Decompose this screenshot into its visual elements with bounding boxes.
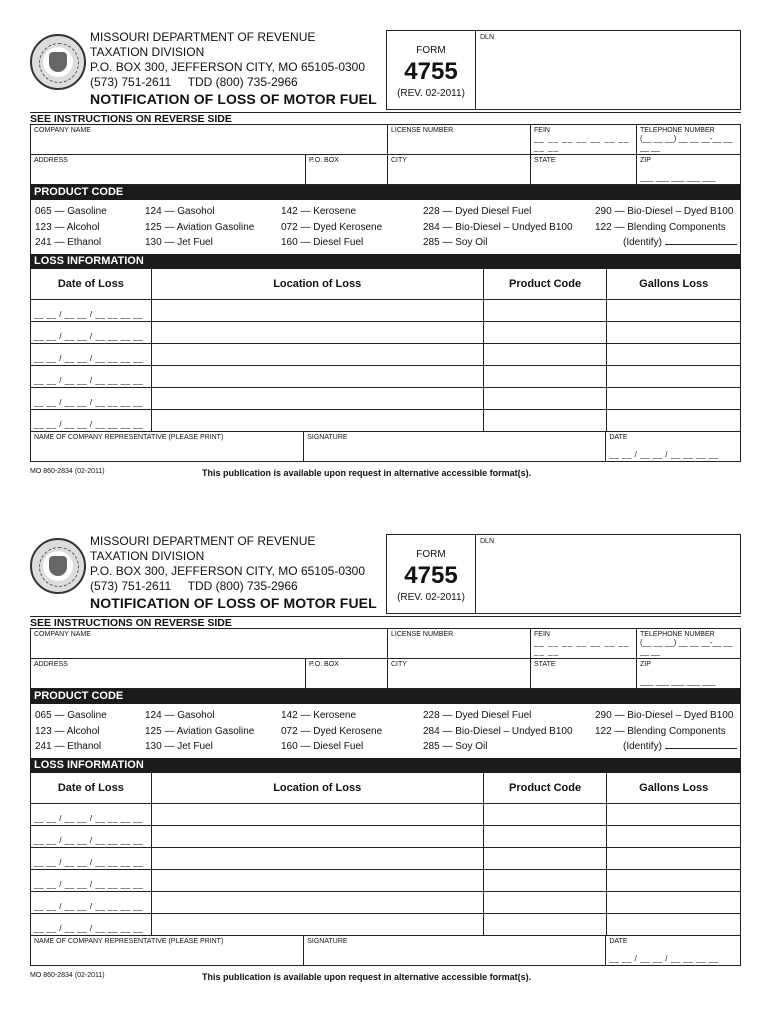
state-field[interactable] bbox=[530, 659, 636, 688]
table-row bbox=[31, 299, 740, 321]
form-number: 4755 bbox=[404, 562, 458, 589]
product-code-cell[interactable] bbox=[483, 300, 607, 321]
dln-label: DLN bbox=[480, 34, 495, 41]
product-code-list bbox=[30, 704, 741, 758]
form-label: FORM bbox=[416, 549, 446, 560]
form-revision: (REV. 02-2011) bbox=[397, 88, 465, 99]
product-code-cell[interactable] bbox=[483, 322, 607, 343]
product-code-item: 228 — Dyed Diesel Fuel bbox=[423, 710, 532, 721]
form-copy-top bbox=[30, 30, 741, 482]
location-cell[interactable] bbox=[151, 344, 483, 365]
date-cell[interactable] bbox=[31, 322, 151, 343]
gallons-cell[interactable] bbox=[606, 826, 740, 847]
date-blanks: __ __ / __ __ / __ __ __ __ bbox=[34, 353, 144, 363]
fein-field[interactable] bbox=[530, 629, 636, 658]
form-title: NOTIFICATION OF LOSS OF MOTOR FUEL bbox=[90, 91, 377, 107]
form-revision: (REV. 02-2011) bbox=[397, 592, 465, 603]
company-name-label: COMPANY NAME bbox=[34, 127, 91, 134]
date-blanks: __ __ / __ __ / __ __ __ __ bbox=[34, 309, 144, 319]
gallons-cell[interactable] bbox=[606, 804, 740, 825]
date-blanks: __ __ / __ __ / __ __ __ __ bbox=[34, 879, 144, 889]
zip-field[interactable] bbox=[636, 659, 740, 688]
phone-blanks: (__ __ __) __ __ __-__ __ __ __ bbox=[640, 638, 733, 656]
state-field[interactable] bbox=[530, 155, 636, 184]
signature-row bbox=[31, 935, 740, 965]
sign-date-label: DATE bbox=[609, 433, 628, 441]
product-code-cell[interactable] bbox=[483, 804, 607, 825]
company-name-label: COMPANY NAME bbox=[34, 631, 91, 638]
location-cell[interactable] bbox=[151, 804, 483, 825]
date-cell[interactable] bbox=[31, 870, 151, 891]
product-code-cell[interactable] bbox=[483, 344, 607, 365]
fein-label: FEIN bbox=[534, 127, 550, 134]
table-row bbox=[31, 847, 740, 869]
location-cell[interactable] bbox=[151, 892, 483, 913]
product-code-list bbox=[30, 200, 741, 254]
form-copy-bottom bbox=[30, 534, 741, 986]
state-seal-icon bbox=[30, 34, 86, 90]
product-code-item: 123 — Alcohol bbox=[35, 221, 100, 233]
product-code-cell[interactable] bbox=[483, 388, 607, 409]
agency-name: MISSOURI DEPARTMENT OF REVENUE bbox=[90, 534, 316, 548]
product-code-item: 125 — Aviation Gasoline bbox=[145, 221, 255, 233]
city-field[interactable] bbox=[387, 659, 530, 688]
fein-field[interactable] bbox=[530, 125, 636, 154]
po-box-label: P.O. BOX bbox=[309, 157, 339, 164]
date-blanks: __ __ / __ __ / __ __ __ __ bbox=[34, 923, 144, 933]
telephone-field[interactable] bbox=[636, 125, 740, 154]
fein-blanks: __ __ __ __ __ __ __ __ __ bbox=[534, 638, 630, 656]
city-field[interactable] bbox=[387, 155, 530, 184]
date-blanks: __ __ / __ __ / __ __ __ __ bbox=[34, 331, 144, 341]
product-code-item: 065 — Gasoline bbox=[35, 710, 107, 721]
product-code-item: 065 — Gasoline bbox=[35, 206, 107, 217]
product-code-cell[interactable] bbox=[483, 892, 607, 913]
gallons-cell[interactable] bbox=[606, 410, 740, 431]
sign-date-field[interactable] bbox=[605, 432, 740, 461]
date-blanks: __ __ / __ __ / __ __ __ __ bbox=[34, 419, 144, 429]
fein-label: FEIN bbox=[534, 631, 550, 638]
location-cell[interactable] bbox=[151, 366, 483, 387]
col-product-code: Product Code bbox=[483, 269, 607, 299]
sign-date-blanks: __ __ / __ __ / __ __ __ __ bbox=[609, 449, 719, 459]
form-footer bbox=[30, 466, 741, 482]
gallons-cell[interactable] bbox=[606, 892, 740, 913]
col-date-of-loss: Date of Loss bbox=[57, 781, 124, 794]
product-code-item: 130 — Jet Fuel bbox=[145, 237, 213, 248]
date-cell[interactable] bbox=[31, 300, 151, 321]
date-cell[interactable] bbox=[31, 892, 151, 913]
company-info-grid bbox=[30, 124, 741, 185]
form-code: MO 860-2834 (02-2011) bbox=[30, 971, 105, 979]
product-code-item: 142 — Kerosene bbox=[281, 206, 357, 217]
product-code-item: 284 — Bio-Diesel – Undyed B100 bbox=[423, 725, 573, 737]
product-code-item: 285 — Soy Oil bbox=[423, 237, 488, 248]
phone-blanks: (__ __ __) __ __ __-__ __ __ __ bbox=[640, 134, 733, 152]
dln-field[interactable] bbox=[476, 30, 741, 110]
gallons-cell[interactable] bbox=[606, 848, 740, 869]
po-box-field[interactable] bbox=[305, 659, 387, 688]
sign-date-field[interactable] bbox=[605, 936, 740, 965]
gallons-cell[interactable] bbox=[606, 344, 740, 365]
product-code-item: 130 — Jet Fuel bbox=[145, 741, 213, 752]
date-blanks: __ __ / __ __ / __ __ __ __ bbox=[34, 901, 144, 911]
loss-info-heading: LOSS INFORMATION bbox=[30, 254, 741, 269]
product-code-item: 290 — Bio-Diesel – Dyed B100 bbox=[595, 206, 734, 217]
product-code-cell[interactable] bbox=[483, 366, 607, 387]
agency-block bbox=[90, 30, 377, 107]
location-cell[interactable] bbox=[151, 826, 483, 847]
license-number-label: LICENSE NUMBER bbox=[391, 631, 454, 638]
agency-address: P.O. BOX 300, JEFFERSON CITY, MO 65105-0300 bbox=[90, 60, 366, 74]
loss-table bbox=[30, 269, 741, 462]
company-info-grid bbox=[30, 628, 741, 689]
po-box-label: P.O. BOX bbox=[309, 661, 339, 668]
location-cell[interactable] bbox=[151, 870, 483, 891]
identify-label: (Identify) bbox=[623, 237, 662, 248]
signature-row bbox=[31, 431, 740, 461]
gallons-cell[interactable] bbox=[606, 870, 740, 891]
table-row bbox=[31, 825, 740, 847]
location-cell[interactable] bbox=[151, 322, 483, 343]
location-cell[interactable] bbox=[151, 300, 483, 321]
agency-phone: (573) 751-2611 TDD (800) 735-2966 bbox=[90, 579, 298, 593]
product-code-cell[interactable] bbox=[483, 410, 607, 431]
table-row bbox=[31, 869, 740, 891]
product-code-cell[interactable] bbox=[483, 848, 607, 869]
table-row bbox=[31, 343, 740, 365]
zip-label: ZIP bbox=[640, 157, 651, 164]
rep-name-field[interactable] bbox=[31, 936, 303, 965]
state-label: STATE bbox=[534, 157, 556, 164]
signature-label: SIGNATURE bbox=[307, 433, 348, 441]
po-box-field[interactable] bbox=[305, 155, 387, 184]
loss-table-header bbox=[31, 773, 740, 803]
date-cell[interactable] bbox=[31, 826, 151, 847]
agency-address: P.O. BOX 300, JEFFERSON CITY, MO 65105-0300 bbox=[90, 564, 366, 578]
form-number-box bbox=[386, 30, 476, 110]
product-code-item: 241 — Ethanol bbox=[35, 237, 102, 248]
product-code-heading: PRODUCT CODE bbox=[30, 185, 741, 200]
product-code-item: 142 — Kerosene bbox=[281, 710, 357, 721]
product-code-item: 072 — Dyed Kerosene bbox=[281, 221, 383, 233]
product-code-cell[interactable] bbox=[483, 826, 607, 847]
product-code-identify bbox=[595, 739, 746, 755]
signature-field[interactable] bbox=[303, 432, 605, 461]
loss-info-heading: LOSS INFORMATION bbox=[30, 758, 741, 773]
date-cell[interactable] bbox=[31, 410, 151, 431]
form-footer bbox=[30, 970, 741, 986]
date-cell[interactable] bbox=[31, 366, 151, 387]
agency-name: MISSOURI DEPARTMENT OF REVENUE bbox=[90, 30, 316, 44]
col-product-code: Product Code bbox=[483, 773, 607, 803]
table-row bbox=[31, 913, 740, 935]
table-row bbox=[31, 365, 740, 387]
form-header bbox=[30, 534, 741, 616]
instructions-note: SEE INSTRUCTIONS ON REVERSE SIDE bbox=[30, 112, 741, 124]
telephone-label: TELEPHONE NUMBER bbox=[640, 127, 715, 134]
identify-field[interactable] bbox=[665, 236, 737, 245]
license-number-field[interactable] bbox=[387, 125, 530, 154]
col-location-of-loss: Location of Loss bbox=[151, 269, 483, 299]
col-gallons-loss: Gallons Loss bbox=[606, 269, 740, 299]
form-code: MO 860-2834 (02-2011) bbox=[30, 467, 105, 475]
product-code-identify bbox=[595, 235, 746, 251]
agency-division: TAXATION DIVISION bbox=[90, 45, 205, 59]
rep-name-label: NAME OF COMPANY REPRESENTATIVE (PLEASE PRINT) bbox=[34, 433, 224, 441]
state-seal-icon bbox=[30, 538, 86, 594]
product-code-item: 122 — Blending Components bbox=[595, 725, 726, 737]
form-number: 4755 bbox=[404, 58, 458, 85]
location-cell[interactable] bbox=[151, 388, 483, 409]
company-name-field[interactable] bbox=[31, 629, 387, 658]
identify-label: (Identify) bbox=[623, 741, 662, 752]
product-code-item: 160 — Diesel Fuel bbox=[281, 237, 364, 248]
zip-field[interactable] bbox=[636, 155, 740, 184]
zip-blanks: ___ ___ ___ ___ ___ bbox=[640, 173, 716, 182]
location-cell[interactable] bbox=[151, 410, 483, 431]
table-row bbox=[31, 321, 740, 343]
product-code-item: 160 — Diesel Fuel bbox=[281, 741, 364, 752]
product-code-item: 124 — Gasohol bbox=[145, 710, 215, 721]
product-code-item: 124 — Gasohol bbox=[145, 206, 215, 217]
gallons-cell[interactable] bbox=[606, 366, 740, 387]
gallons-cell[interactable] bbox=[606, 388, 740, 409]
loss-table-header bbox=[31, 269, 740, 299]
product-code-item: 228 — Dyed Diesel Fuel bbox=[423, 206, 532, 217]
col-location-of-loss: Location of Loss bbox=[151, 773, 483, 803]
product-code-item: 284 — Bio-Diesel – Undyed B100 bbox=[423, 221, 573, 233]
location-cell[interactable] bbox=[151, 914, 483, 935]
date-cell[interactable] bbox=[31, 914, 151, 935]
sign-date-label: DATE bbox=[609, 937, 628, 945]
date-blanks: __ __ / __ __ / __ __ __ __ bbox=[34, 857, 144, 867]
gallons-cell[interactable] bbox=[606, 322, 740, 343]
col-date-of-loss: Date of Loss bbox=[57, 277, 124, 290]
address-label: ADDRESS bbox=[34, 661, 68, 668]
location-cell[interactable] bbox=[151, 848, 483, 869]
telephone-label: TELEPHONE NUMBER bbox=[640, 631, 715, 638]
zip-label: ZIP bbox=[640, 661, 651, 668]
rep-name-field[interactable] bbox=[31, 432, 303, 461]
table-row bbox=[31, 387, 740, 409]
col-gallons-loss: Gallons Loss bbox=[606, 773, 740, 803]
date-cell[interactable] bbox=[31, 848, 151, 869]
date-blanks: __ __ / __ __ / __ __ __ __ bbox=[34, 397, 144, 407]
date-cell[interactable] bbox=[31, 344, 151, 365]
identify-field[interactable] bbox=[665, 740, 737, 749]
product-code-item: 123 — Alcohol bbox=[35, 725, 100, 737]
loss-table bbox=[30, 773, 741, 966]
signature-field[interactable] bbox=[303, 936, 605, 965]
table-row bbox=[31, 803, 740, 825]
product-code-item: 285 — Soy Oil bbox=[423, 741, 488, 752]
city-label: CITY bbox=[391, 661, 407, 668]
table-row bbox=[31, 409, 740, 431]
form-label: FORM bbox=[416, 45, 446, 56]
zip-blanks: ___ ___ ___ ___ ___ bbox=[640, 677, 716, 686]
dln-field[interactable] bbox=[476, 534, 741, 614]
date-blanks: __ __ / __ __ / __ __ __ __ bbox=[34, 835, 144, 845]
license-number-field[interactable] bbox=[387, 629, 530, 658]
product-code-item: 125 — Aviation Gasoline bbox=[145, 725, 255, 737]
city-label: CITY bbox=[391, 157, 407, 164]
agency-phone: (573) 751-2611 TDD (800) 735-2966 bbox=[90, 75, 298, 89]
table-row bbox=[31, 891, 740, 913]
license-number-label: LICENSE NUMBER bbox=[391, 127, 454, 134]
rep-name-label: NAME OF COMPANY REPRESENTATIVE (PLEASE PRINT) bbox=[34, 937, 224, 945]
company-name-field[interactable] bbox=[31, 125, 387, 154]
gallons-cell[interactable] bbox=[606, 300, 740, 321]
date-cell[interactable] bbox=[31, 804, 151, 825]
product-code-item: 290 — Bio-Diesel – Dyed B100 bbox=[595, 710, 734, 721]
product-code-cell[interactable] bbox=[483, 870, 607, 891]
date-blanks: __ __ / __ __ / __ __ __ __ bbox=[34, 375, 144, 385]
instructions-note: SEE INSTRUCTIONS ON REVERSE SIDE bbox=[30, 616, 741, 628]
form-number-box bbox=[386, 534, 476, 614]
form-header bbox=[30, 30, 741, 112]
sign-date-blanks: __ __ / __ __ / __ __ __ __ bbox=[609, 953, 719, 963]
product-code-item: 122 — Blending Components bbox=[595, 221, 726, 233]
agency-block bbox=[90, 534, 377, 611]
product-code-item: 241 — Ethanol bbox=[35, 741, 102, 752]
form-title: NOTIFICATION OF LOSS OF MOTOR FUEL bbox=[90, 595, 377, 611]
product-code-heading: PRODUCT CODE bbox=[30, 689, 741, 704]
signature-label: SIGNATURE bbox=[307, 937, 348, 945]
address-field[interactable] bbox=[31, 659, 305, 688]
publication-note: This publication is available upon request in alternative accessible format(s). bbox=[202, 467, 532, 478]
publication-note: This publication is available upon request in alternative accessible format(s). bbox=[202, 971, 532, 982]
product-code-cell[interactable] bbox=[483, 914, 607, 935]
state-label: STATE bbox=[534, 661, 556, 668]
date-blanks: __ __ / __ __ / __ __ __ __ bbox=[34, 813, 144, 823]
gallons-cell[interactable] bbox=[606, 914, 740, 935]
agency-division: TAXATION DIVISION bbox=[90, 549, 205, 563]
address-label: ADDRESS bbox=[34, 157, 68, 164]
product-code-item: 072 — Dyed Kerosene bbox=[281, 725, 383, 737]
telephone-field[interactable] bbox=[636, 629, 740, 658]
date-cell[interactable] bbox=[31, 388, 151, 409]
fein-blanks: __ __ __ __ __ __ __ __ __ bbox=[534, 134, 630, 152]
dln-label: DLN bbox=[480, 538, 495, 545]
address-field[interactable] bbox=[31, 155, 305, 184]
